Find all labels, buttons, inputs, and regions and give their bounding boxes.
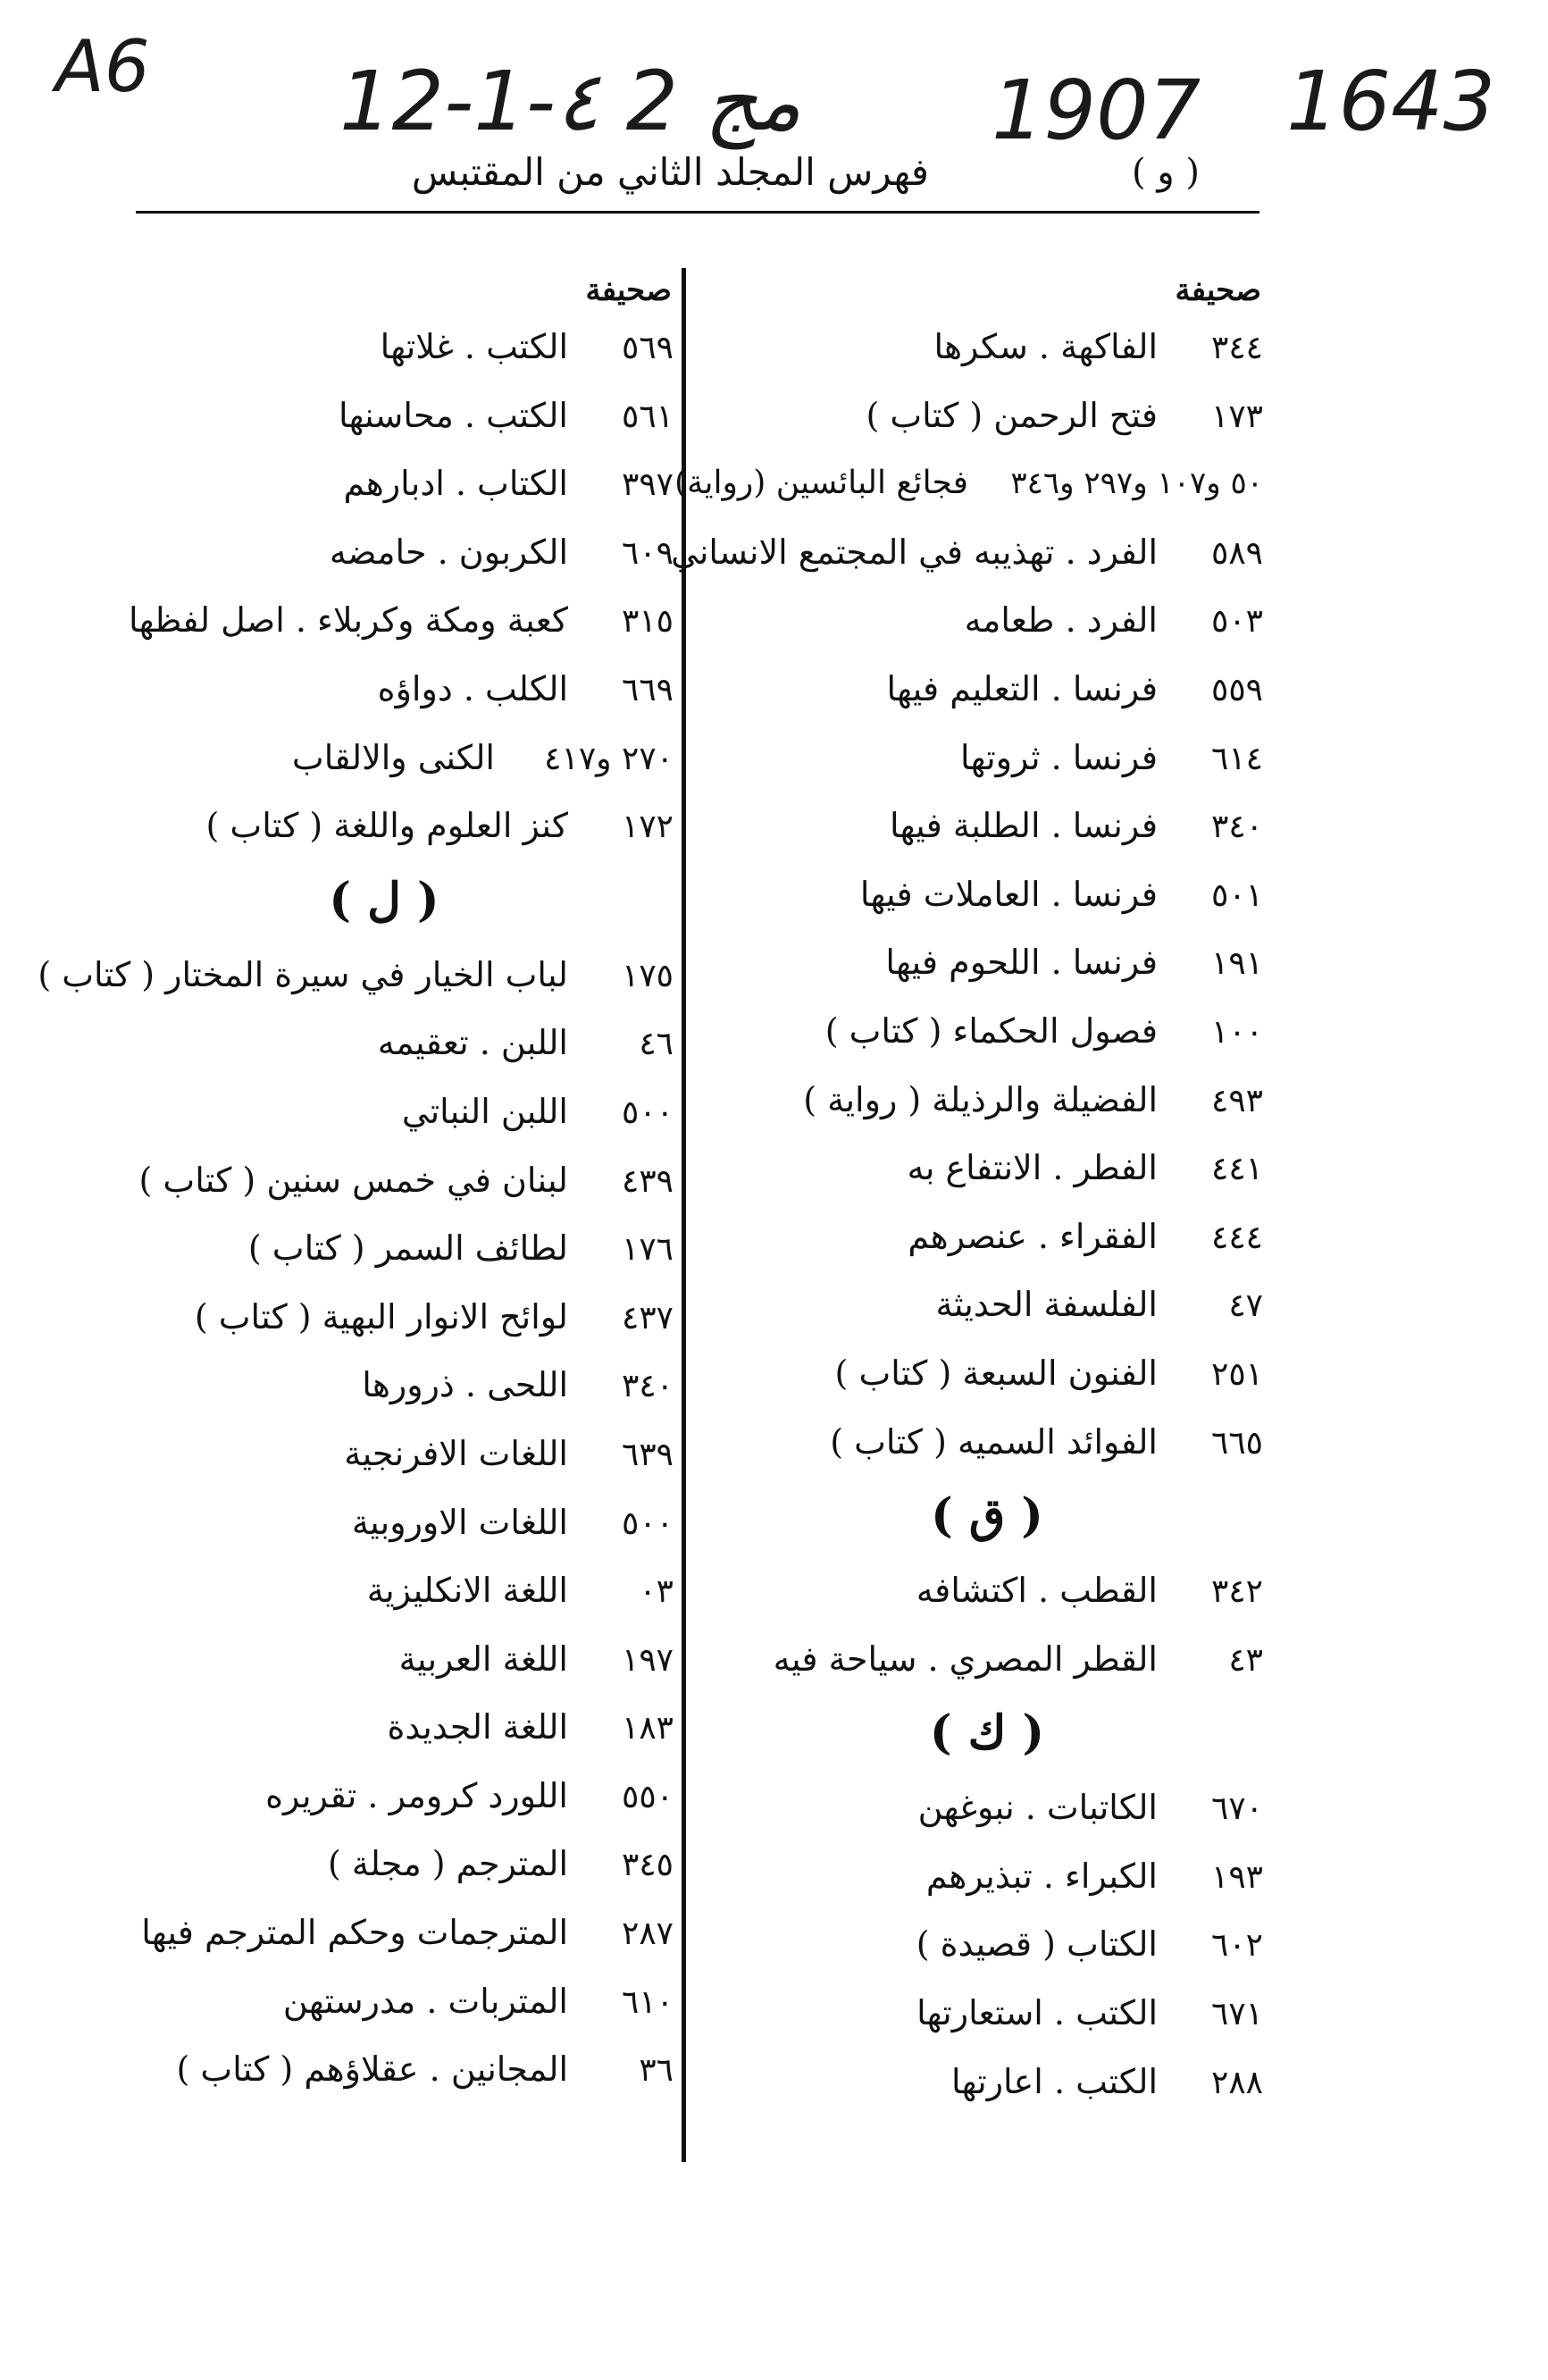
index-entry [89, 1625, 679, 1694]
entry-text: الفضيلة والرذيلة ( رواية ) [803, 1079, 1158, 1119]
entry-page: ٠٣ [639, 1573, 674, 1611]
handwritten-year: 1907 [992, 63, 1201, 158]
index-entry [706, 1773, 1268, 1842]
index-entry [89, 2035, 679, 2104]
entry-page: ٦٠٩ [621, 534, 674, 572]
index-entry [89, 381, 679, 450]
index-entry [89, 792, 679, 860]
entry-text: الفقراء . عنصرهم [908, 1216, 1158, 1256]
section-letter-kaf: ( ك ) [929, 1705, 1045, 1761]
index-entry [706, 1339, 1268, 1408]
index-entry [706, 1066, 1268, 1135]
entry-text: اللحى . ذرورها [362, 1365, 568, 1405]
entry-text: اللورد كرومر . تقريره [265, 1775, 568, 1815]
handwritten-number: 1643 [1286, 54, 1496, 149]
entry-text: اللغة الانكليزية [366, 1571, 568, 1611]
entry-page: ٤٣٩ [621, 1162, 674, 1200]
index-entry [674, 449, 1268, 518]
section-letter-qaf: ( ق ) [931, 1488, 1043, 1544]
entry-text: اللغة العربية [398, 1638, 568, 1679]
entry-text: الكتب . اعارتها [951, 2061, 1158, 2101]
entry-text: المترجمات وحكم المترجم فيها [141, 1913, 568, 1953]
entry-page: ٣٤٠ [1210, 809, 1263, 846]
entry-page: ٢٥١ [1210, 1355, 1263, 1393]
index-list-kaf-cont [89, 313, 679, 860]
index-entry [671, 518, 1268, 587]
header-rule [136, 211, 1259, 214]
entry-text: فرنسا . اللحوم فيها [885, 943, 1158, 983]
entry-text: الكبراء . تبذيرهم [925, 1856, 1158, 1896]
entry-text: اللبن . تعقيمه [377, 1023, 568, 1063]
index-entry [89, 1283, 679, 1352]
index-entry [89, 313, 679, 381]
index-entry [89, 1967, 679, 2036]
entry-text: القطر المصري . سياحة فيه [773, 1638, 1158, 1679]
left-column [38, 268, 679, 2104]
entry-text: كعبة ومكة وكربلاء . اصل لفظها [129, 600, 568, 641]
entry-text: المتربات . مدرستهن [282, 1981, 568, 2021]
entry-page: ٢٧٠ و٤١٧ [544, 740, 674, 777]
entry-text: فرنسا . الطلبة فيها [890, 806, 1158, 846]
entry-text: اللغات الاوروبية [351, 1502, 568, 1542]
entry-page: ٥٥٩ [1210, 671, 1263, 708]
entry-page: ٥٠٠ [621, 1504, 674, 1542]
index-entry [89, 1420, 679, 1488]
entry-page: ٣٤٠ [621, 1368, 674, 1405]
index-entry [706, 655, 1268, 724]
index-entry [706, 313, 1268, 381]
entry-page: ٤٧ [1228, 1287, 1263, 1325]
entry-text: الفلسفة الحديثة [935, 1285, 1158, 1325]
entry-text: الكربون . حامضه [329, 532, 568, 572]
index-entry [706, 381, 1268, 450]
entry-text: لبنان في خمس سنين ( كتاب ) [138, 1160, 568, 1200]
entry-text: الكتب . غلاتها [380, 327, 568, 366]
index-entry [89, 1693, 679, 1762]
entry-text: الفرد . تهذيبه في المجتمع الانساني [671, 532, 1158, 572]
index-list-lam [38, 941, 679, 2104]
index-entry [706, 1625, 1268, 1694]
entry-page: ٦٦٩ [621, 671, 674, 708]
entry-text: المترجم ( مجلة ) [327, 1844, 568, 1884]
section-letter-lam: ( ل ) [329, 872, 439, 927]
index-entry [38, 941, 679, 1010]
entry-page: ٤٤١ [1210, 1151, 1263, 1188]
entry-page: ١٩٧ [621, 1641, 674, 1679]
index-entry [89, 1214, 679, 1283]
index-list-kaf [706, 1773, 1268, 2116]
index-list-qaf [706, 1556, 1268, 1693]
index-entry [706, 1910, 1268, 1979]
entry-text: الكلب . دواؤه [377, 668, 568, 708]
entry-page: ٦٣٩ [621, 1436, 674, 1473]
page-mark: ( و ) [1132, 152, 1200, 193]
handwritten-reference: A6 [55, 25, 150, 108]
entry-page: ٣١٥ [621, 603, 674, 641]
index-entry [706, 792, 1268, 860]
entry-text: الكتب . محاسنها [338, 395, 568, 435]
index-entry [89, 1488, 679, 1557]
handwritten-date: 12-1-٤ 2 مج [339, 54, 802, 149]
index-entry [89, 1762, 679, 1831]
entry-page: ٥٠١ [1210, 876, 1263, 914]
column-header: صحيفة [1175, 272, 1261, 308]
entry-page: ٣٤٤ [1210, 330, 1263, 366]
entry-text: الفطر . الانتفاع به [907, 1148, 1158, 1188]
entry-text: اللبن النباتي [401, 1091, 568, 1131]
entry-page: ٤٩٣ [1210, 1082, 1263, 1119]
index-entry [89, 1146, 679, 1215]
index-entry [706, 1979, 1268, 2048]
index-entry [89, 1556, 679, 1625]
entry-page: ٦٧٠ [1210, 1790, 1263, 1828]
entry-page: ٥٠٣ [1210, 603, 1263, 641]
entry-page: ٣٦ [639, 2052, 674, 2090]
entry-text: اللغة الجديدة [387, 1707, 568, 1747]
index-entry [706, 586, 1268, 655]
entry-page: ٤٤٤ [1210, 1219, 1263, 1256]
entry-page: ٥٠٠ [621, 1094, 674, 1131]
entry-page: ٦١٤ [1210, 740, 1263, 777]
entry-page: ٥٠ و١٠٧ و٢٩٧ و٣٤٦ [1010, 465, 1263, 502]
entry-text: لباب الخيار في سيرة المختار ( كتاب ) [38, 954, 568, 994]
index-entry [89, 1077, 679, 1146]
index-entry [89, 1830, 679, 1898]
entry-text: الكاتبات . نبوغهن [917, 1788, 1158, 1828]
entry-text: الفوائد السميه ( كتاب ) [830, 1421, 1158, 1462]
entry-page: ٣٩٧ [621, 466, 674, 504]
entry-page: ٦٠٢ [1210, 1927, 1263, 1965]
entry-page: ٦١٠ [621, 1983, 674, 2021]
entry-page: ١٠٠ [1210, 1013, 1263, 1051]
entry-page: ٦٧١ [1210, 1996, 1263, 2033]
entry-text: لطائف السمر ( كتاب ) [247, 1228, 568, 1269]
entry-text: لوائح الانوار البهية ( كتاب ) [194, 1296, 568, 1337]
entry-page: ١٨٣ [621, 1710, 674, 1747]
index-list-fa [671, 313, 1268, 1476]
index-entry [89, 724, 679, 792]
entry-page: ٤٦ [639, 1026, 674, 1063]
index-entry [706, 1842, 1268, 1911]
index-entry [706, 928, 1268, 997]
entry-text: فتح الرحمن ( كتاب ) [866, 395, 1158, 435]
entry-text: فرنسا . التعليم فيها [886, 668, 1158, 708]
entry-text: الفرد . طعامه [964, 600, 1158, 641]
index-entry [706, 1134, 1268, 1203]
entry-page: ١٩٣ [1210, 1858, 1263, 1896]
entry-text: كنز العلوم واللغة ( كتاب ) [205, 806, 568, 846]
entry-text: الكنى والالقاب [291, 737, 495, 777]
column-header: صحيفة [585, 272, 672, 308]
entry-text: فجائع البائسين (رواية) [674, 465, 968, 502]
entry-page: ١٩١ [1210, 945, 1263, 983]
entry-text: الكتاب ( قصيدة ) [916, 1924, 1158, 1965]
entry-text: المجانين . عقلاؤهم ( كتاب ) [176, 2049, 568, 2090]
entry-page: ٥٥٠ [621, 1778, 674, 1815]
entry-page: ١٧٢ [621, 809, 674, 846]
entry-page: ١٧٣ [1210, 398, 1263, 435]
index-entry [706, 1203, 1268, 1271]
index-entry [89, 586, 679, 655]
page-title: فهرس المجلد الثاني من المقتبس [411, 150, 929, 194]
index-entry [706, 724, 1268, 792]
entry-page: ٣٤٢ [1210, 1573, 1263, 1611]
entry-text: الكتاب . ادبارهم [343, 464, 568, 504]
entry-page: ٢٨٨ [1210, 2064, 1263, 2101]
index-entry [706, 860, 1268, 929]
right-column [671, 268, 1268, 2116]
index-entry [706, 1270, 1268, 1339]
entry-text: الفاكهة . سكرها [933, 327, 1158, 366]
entry-text: فصول الحكماء ( كتاب ) [824, 1010, 1158, 1051]
entry-text: القطب . اكتشافه [916, 1571, 1158, 1611]
entry-page: ٥٦١ [621, 398, 674, 435]
index-entry [706, 2048, 1268, 2116]
entry-page: ١٧٥ [621, 957, 674, 994]
index-entry [89, 449, 679, 518]
index-entry [706, 1408, 1268, 1477]
entry-page: ٤٣ [1228, 1641, 1263, 1679]
entry-page: ٢٨٧ [621, 1915, 674, 1953]
index-entry [89, 655, 679, 724]
index-entry [89, 518, 679, 587]
index-entry [89, 1898, 679, 1967]
entry-page: ٥٦٩ [621, 330, 674, 366]
entry-page: ١٧٦ [621, 1231, 674, 1269]
entry-text: اللغات الافرنجية [344, 1433, 568, 1473]
index-entry [89, 1351, 679, 1420]
entry-text: فرنسا . العاملات فيها [859, 874, 1158, 914]
index-entry [706, 1556, 1268, 1625]
entry-page: ٤٣٧ [621, 1299, 674, 1337]
entry-page: ٦٦٥ [1210, 1424, 1263, 1462]
entry-page: ٣٤٥ [621, 1847, 674, 1884]
entry-text: الكتب . استعارتها [916, 1993, 1158, 2033]
entry-page: ٥٨٩ [1210, 534, 1263, 572]
entry-text: الفنون السبعة ( كتاب ) [834, 1353, 1158, 1393]
index-entry [706, 997, 1268, 1066]
entry-text: فرنسا . ثروتها [960, 737, 1158, 777]
index-entry [89, 1009, 679, 1077]
